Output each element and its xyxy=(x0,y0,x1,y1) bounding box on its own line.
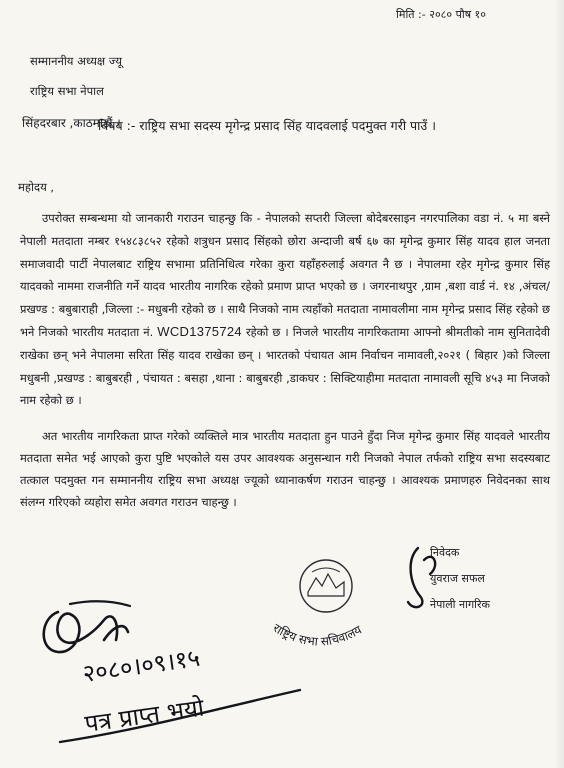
body-text-part-2: रहेको छ । निजले भारतीय नागरिकतामा आफ्नो श्रीमतीको नाम सुनितादेवी राखेका छन् भने नेपालमा सरिता सिंह यादव राखेका छन् । भारतको पंचायत आम निर्वाचन नामावली,२०२१ ( बिहार )को जिल्ला मधुबनी ,प्रखण्ड : बाबुबरही , पंचायत : बसहा ,थाना : बाबुबरही ,डाकघर : सिक्टियाहीमा मतदाता नामावली सूचि ४५३ मा निजको नाम रहेको छ । xyxy=(20,324,550,408)
body-text-part-1: उपरोक्त सम्बन्धमा यो जानकारी गराउन चाहन्छु कि - नेपालको सप्तरी जिल्ला बोदेबरसाइन नगरपालिका वडा नं. ५ मा बस्ने नेपाली मतदाता नम्बर १५४८३८५२ रहेको शत्रुधन प्रसाद सिंहको छोरा अन्दाजी बर्ष ६७ का मृगेन्द्र कुमार सिंह यादव हाल जनता समाजवादी पार्टी नेपालबाट राष्ट्रिय सभामा प्रतिनिधित्व गरेका कुरा यहाँहरुलाई अवगत नै छ । नेपालमा रहेर मृगेन्द्र कुमार सिंह यादवको नाममा राजनीति गर्ने यादव भारतीय नागरिक रहेको प्रमाण प्राप्त भएको छ । जगरनाथपुर ,ग्राम ,बशा वार्ड नं. १४ ,अंचल/प्रखण्ड : बबुबाराही ,जिल्ला :- मधुबनी रहेको छ । साथै निजको नाम त्यहाँको मतदाता नामावलीमा नाम मृगेन्द्र प्रसाद सिंह रहेको छ भने निजको भारतीय मतदाता नं. xyxy=(20,211,550,339)
scan-edge-shadow xyxy=(554,0,564,768)
signature-name: युवराज सफल xyxy=(430,572,485,585)
letter-subject-line: विषय :- राष्ट्रिय सभा सदस्य मृगेन्द्र प्रसाद सिंह यादवलाई पदमुक्त गरी पाउँ । xyxy=(98,118,436,133)
seal-text-path: राष्ट्रिय सभा सचिवालय xyxy=(270,620,364,649)
recipient-title: सम्माननीय अध्यक्ष ज्यू xyxy=(30,54,123,68)
signature-role: निवेदक xyxy=(430,546,460,559)
recipient-organization: राष्ट्रिय सभा नेपाल xyxy=(30,84,104,98)
voter-id-number: WCD1375724 xyxy=(157,323,242,339)
received-note-text: पत्र प्राप्त भयो xyxy=(82,693,206,738)
letter-date: मिति :- २०८० पौष १० xyxy=(396,8,486,21)
bottom-stroke-icon xyxy=(60,690,300,742)
letter-body xyxy=(20,207,550,412)
seal-emblem-arc xyxy=(312,568,340,572)
seal-text xyxy=(270,621,364,649)
signature-underline-icon xyxy=(70,601,130,606)
recipient-location: सिंहदरबार ,काठमाडौं । xyxy=(22,116,121,130)
signature-citizenship: नेपाली नागरिक xyxy=(430,598,490,611)
applicant-signature-icon xyxy=(44,612,128,652)
salutation: महोदय , xyxy=(18,180,55,194)
received-date: २०८०।०९।१५ xyxy=(80,643,202,688)
letter-closing-paragraph: अत भारतीय नागरिकता प्राप्त गरेको व्यक्तिले मात्र भारतीय मतदाता हुन पाउने हुँदा निज मृगेन्द्र कुमार सिंह यादवले भारतीय मतदाता समेत भई आएको कुरा पुष्टि भएकोले यस उपर आवश्यक अनुसन्धान गरी निजको नेपाल तर्फको राष्ट्रिय सभा सदस्यबाट तत्काल पदमुक्त गन सम्माननीय राष्ट्रिय सभा अध्यक्ष ज्यूको ध्यानाकर्षण गराउन चाहन्छु । आवश्यक प्रमाणहरु निवेदनका साथ संलग्न गरिएको व्यहोरा समेत अवगत गराउन चाहन्छु । xyxy=(20,429,550,509)
seal-emblem-map-icon xyxy=(308,574,344,596)
signature-block xyxy=(430,540,490,618)
official-seal xyxy=(262,548,390,658)
